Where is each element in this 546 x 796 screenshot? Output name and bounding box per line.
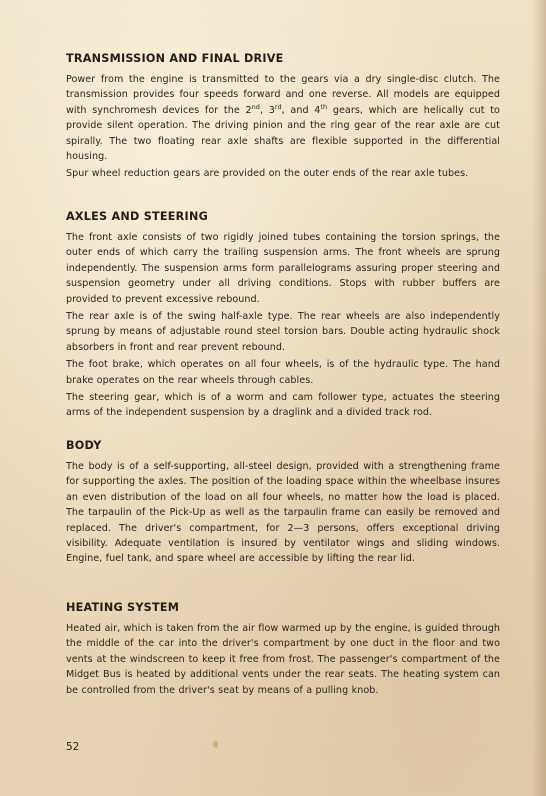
section-heading-axles-steering: AXLES AND STEERING <box>66 210 209 223</box>
section-heating-system <box>66 601 500 700</box>
paragraph-axles-1: The front axle consists of two rigidly joined tubes containing the torsion springs, the outer ends of which carry the trailing suspension arms. The front wheels are sprung independently. The suspension arms form parallelograms assuring proper steering and suspension geometry under all driving conditions. Stops with rubber buffers are provided to prevent excessive rebound. <box>66 232 500 305</box>
section-heading-transmission: TRANSMISSION AND FINAL DRIVE <box>66 52 284 65</box>
section-heading-body: BODY <box>66 439 102 452</box>
paragraph-transmission-1: Power from the engine is transmitted to the gears via a dry single-disc clutch. The transmission provides four speeds forward and one reverse. All models are equipped with synchromesh devices for the 2nd, 3rd, and 4th gears, which are helically cut to provide silent operation. The driving pinion and the ring gear of the rear axle are cut spirally. The two floating rear axle shafts are flexible supported in the differential housing. <box>66 74 500 163</box>
paragraph-body-1: The body is of a self-supporting, all-steel design, provided with a strengthening frame for supporting the axles. The position of the loading space within the wheelbase insures an even distribution of the load on all four wheels, no matter how the load is placed. The tarpaulin of the Pick-Up as well as the tarpaulin frame can easily be removed and replaced. The driver's compartment, for 2—3 persons, offers exceptional driving visibility. Adequate ventilation is insured by ventilator wings and sliding windows. Engine, fuel tank, and spare wheel are accessible by lifting the rear lid. <box>66 461 500 565</box>
paragraph-transmission-2: Spur wheel reduction gears are provided on the outer ends of the rear axle tubes. <box>66 168 469 180</box>
paragraph-axles-4: The steering gear, which is of a worm and cam follower type, actuates the steering arms of the independent suspension by a draglink and a divided track rod. <box>66 392 500 419</box>
paragraph-heating-1: Heated air, which is taken from the air flow warmed up by the engine, is guided through the middle of the car into the driver's compartment by one duct in the floor and two vents at the windscreen to keep it free from frost. The passenger's compartment of the Midget Bus is heated by additional vents under the rear seats. The heating system can be controlled from the driver's seat by means of a pulling knob. <box>66 623 500 696</box>
section-heading-heating-system: HEATING SYSTEM <box>66 601 180 614</box>
page-number: 52 <box>66 741 80 753</box>
paragraph-axles-2: The rear axle is of the swing half-axle type. The rear wheels are also independently sprung by means of adjustable round steel torsion bars. Double acting hydraulic shock absorbers in front and rear prevent rebound. <box>66 311 500 353</box>
section-transmission <box>66 52 500 184</box>
section-axles-steering <box>66 210 500 423</box>
paragraph-axles-3: The foot brake, which operates on all four wheels, is of the hydraulic type. The hand brake operates on the rear wheels through cables. <box>66 359 500 386</box>
paper-stain <box>213 741 218 748</box>
page-edge-shadow <box>532 0 546 796</box>
section-body <box>66 439 500 569</box>
